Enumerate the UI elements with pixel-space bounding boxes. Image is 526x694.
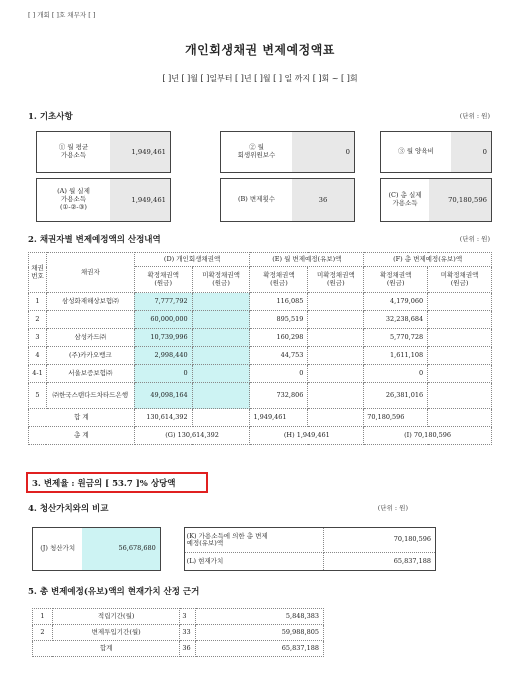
section-1-title: 1. 기초사항 [28,112,73,122]
sum-label: 합 계 [29,409,135,427]
payment-count-label: (B) 변제횟수 [237,195,276,204]
child-support-box [380,131,492,173]
col-header-E-fixed: 확정채권액 (원금) [250,267,308,293]
row-f-fixed: 4,179,060 [364,293,428,311]
total-actual-income-box [380,178,492,222]
sum-row [29,409,492,427]
row-no: 4 [29,347,47,365]
row-d-unfixed [192,293,250,311]
total-actual-income-value: 70,180,596 [429,179,491,221]
row-e-unfixed [308,329,364,347]
section-2-unit: (단위 : 원) [459,235,490,243]
row-d-fixed: 49,098,164 [134,383,192,409]
repayment-rate-highlight [26,472,208,493]
table-row [29,383,492,409]
row-d-unfixed [192,365,250,383]
basis-label: 변제투입기간(월) [52,625,179,641]
present-value-label: (L) 현재가치 [184,553,324,571]
payment-count-box [220,178,355,222]
row-f-fixed: 32,238,684 [364,311,428,329]
basis-value: 5,848,383 [196,609,324,625]
trustee-fee-box [220,131,355,173]
row-d-unfixed [192,383,250,409]
table-row [29,311,492,329]
liquidation-compare-table [32,527,436,571]
creditor-repayment-table [28,252,492,445]
row-f-unfixed [428,383,492,409]
row-e-unfixed [308,365,364,383]
row-no: 2 [29,311,47,329]
repayment-rate-text: 3. 변제율 : 원금의 [ 53.7 ]% 상당액 [32,478,176,489]
table-row [29,329,492,347]
col-header-no: 채권 번호 [29,253,47,293]
child-support-value: 0 [451,132,491,172]
row-d-unfixed [192,347,250,365]
section-2-title: 2. 채권자별 변제예정액의 산정내역 [28,235,161,245]
liquidation-label: (J) 청산가치 [33,528,83,571]
basis-months: 33 [180,625,196,641]
basis-no: 2 [33,625,53,641]
row-creditor: ㈜한국스탠다드차타드은행 [46,383,134,409]
table-row [29,347,492,365]
row-d-unfixed [192,311,250,329]
row-d-unfixed [192,329,250,347]
table-row [29,365,492,383]
row-d-fixed: 0 [134,365,192,383]
trustee-fee-value: 0 [292,132,354,172]
actual-income-box [36,178,171,222]
table-row [33,609,324,625]
col-header-F-unfixed: 미확정채권액 (원금) [428,267,492,293]
row-creditor: 삼성화재해상보험㈜ [46,293,134,311]
row-e-unfixed [308,383,364,409]
total-row [29,427,492,445]
row-e-unfixed [308,311,364,329]
total-repayment-value: 70,180,596 [324,528,436,553]
case-header-line: [ ] 개회 [ ]호 채무자 [ ] [28,11,96,19]
row-e-unfixed [308,293,364,311]
section-4-unit: (단위 : 원) [377,504,408,512]
row-d-fixed: 2,998,440 [134,347,192,365]
payment-period-line: [ ]년 [ ]월 [ ]일부터 [ ]년 [ ]월 [ ] 일 까지 [ ]회 ~ [ ]회 [162,74,358,83]
section-5-title: 5. 총 변제예정(유보)액의 현재가치 산정 근거 [28,587,200,597]
total-repayment-label: (K) 가용소득에 의한 총 변제 예정(유보)액 [184,528,324,553]
trustee-fee-label: ② 월 회생위원보수 [237,143,276,159]
document-title: 개인회생채권 변제예정액표 [185,43,335,57]
col-header-D-fixed: 확정채권액 (원금) [134,267,192,293]
row-no: 1 [29,293,47,311]
total-actual-income-label: (C) 총 실제 가용소득 [388,191,422,207]
liquidation-value: 56,678,680 [82,528,160,571]
basis-total-row [33,641,324,657]
row-no: 4-1 [29,365,47,383]
row-e-fixed: 44,753 [250,347,308,365]
monthly-avg-income-box [36,131,171,173]
actual-income-value: 1,949,461 [110,179,170,221]
row-f-fixed: 26,381,016 [364,383,428,409]
sum-d-unfixed [192,409,250,427]
sum-f-fixed: 70,180,596 [364,409,428,427]
monthly-avg-income-value: 1,949,461 [110,132,170,172]
row-e-fixed: 0 [250,365,308,383]
sum-f-unfixed [428,409,492,427]
basis-total-value: 65,837,188 [196,641,324,657]
row-creditor [46,311,134,329]
basis-total-label: 합계 [33,641,180,657]
actual-income-label: (A) 월 실제 가용소득 (①-②-③) [57,187,90,211]
basis-months: 3 [180,609,196,625]
col-header-E: (E) 월 변제예정(유보)액 [250,253,364,267]
child-support-label: ③ 월 양육비 [398,147,434,156]
row-e-fixed: 895,519 [250,311,308,329]
col-header-D: (D) 개인회생채권액 [134,253,250,267]
row-creditor: 서울보증보험㈜ [46,365,134,383]
monthly-avg-income-label: ① 월 평균 가용소득 [58,143,89,159]
row-e-unfixed [308,347,364,365]
col-header-F: (F) 총 변제예정(유보)액 [364,253,492,267]
row-f-unfixed [428,311,492,329]
sum-e-unfixed [308,409,364,427]
total-H: (H) 1,949,461 [250,427,364,445]
row-creditor: (주)카카오뱅크 [46,347,134,365]
row-creditor: 삼성카드㈜ [46,329,134,347]
row-f-fixed: 5,770,728 [364,329,428,347]
table-row [33,625,324,641]
basis-value: 59,988,805 [196,625,324,641]
basis-label: 적립기간(월) [52,609,179,625]
row-f-unfixed [428,293,492,311]
section-4-title: 4. 청산가치와의 비교 [28,504,109,514]
sum-d-fixed: 130,614,392 [134,409,192,427]
section-1-unit: (단위 : 원) [459,112,490,120]
basis-total-months: 36 [180,641,196,657]
row-d-fixed: 60,000,000 [134,311,192,329]
row-f-fixed: 1,611,108 [364,347,428,365]
total-G: (G) 130,614,392 [134,427,250,445]
row-f-unfixed [428,365,492,383]
row-e-fixed: 732,806 [250,383,308,409]
row-f-unfixed [428,329,492,347]
col-header-E-unfixed: 미확정채권액 (원금) [308,267,364,293]
row-f-fixed: 0 [364,365,428,383]
col-header-D-unfixed: 미확정채권액 (원금) [192,267,250,293]
row-no: 3 [29,329,47,347]
present-value-value: 65,837,188 [324,553,436,571]
row-f-unfixed [428,347,492,365]
row-e-fixed: 160,298 [250,329,308,347]
table-row [29,293,492,311]
col-header-creditor: 채권자 [46,253,134,293]
row-d-fixed: 7,777,792 [134,293,192,311]
present-value-basis-table [32,608,324,657]
sum-e-fixed: 1,949,461 [250,409,308,427]
document-page [28,0,492,694]
row-d-fixed: 10,739,996 [134,329,192,347]
payment-count-value: 36 [292,179,354,221]
basis-no: 1 [33,609,53,625]
col-header-F-fixed: 확정채권액 (원금) [364,267,428,293]
total-I: (I) 70,180,596 [364,427,492,445]
row-no: 5 [29,383,47,409]
row-e-fixed: 116,085 [250,293,308,311]
total-label: 총 계 [29,427,135,445]
